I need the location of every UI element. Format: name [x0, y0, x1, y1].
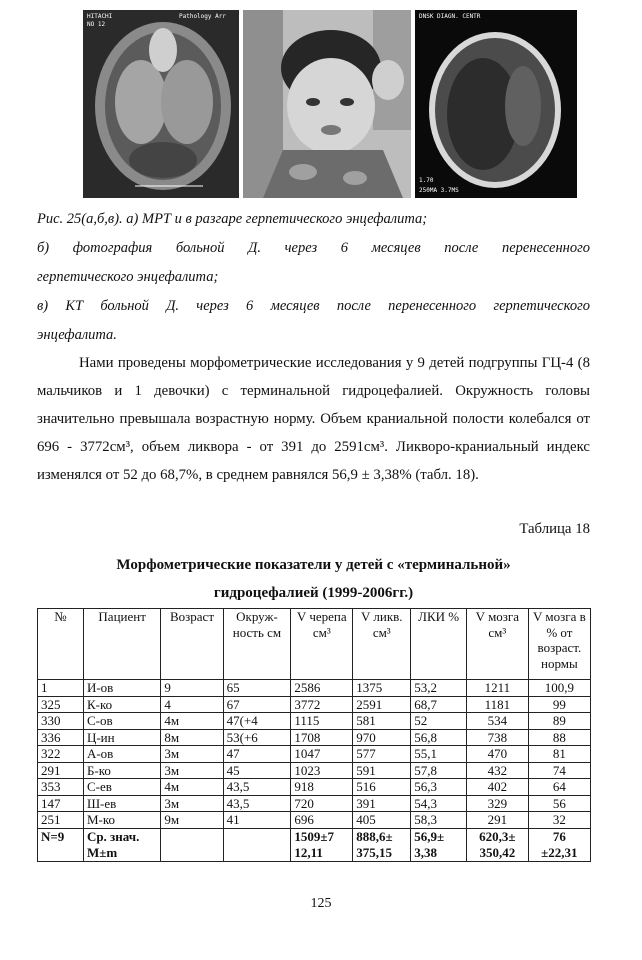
- table-cell: 147: [38, 795, 84, 812]
- table-cell: 1023: [291, 762, 353, 779]
- table-header-cell: Окруж-ность см: [223, 609, 291, 680]
- table-title: [37, 551, 590, 607]
- table-cell: 918: [291, 779, 353, 796]
- table-cell: С-ов: [83, 713, 160, 730]
- table-cell: 1375: [353, 680, 411, 697]
- figure-caption-line: б) фотография больной Д. через 6 месяцев после перенесенного: [37, 240, 590, 256]
- summary-cell-line: 3,38: [414, 844, 438, 860]
- summary-cell-line: Ср. знач.: [86, 828, 140, 844]
- table-cell: 336: [38, 729, 84, 746]
- summary-cell: [291, 828, 353, 861]
- table-cell: 47(+4: [223, 713, 291, 730]
- table-cell: К-ко: [83, 696, 160, 713]
- figure-strip: [83, 10, 577, 198]
- summary-cell-line: М±m: [86, 844, 118, 860]
- table-header-cell: Пациент: [83, 609, 160, 680]
- table-cell: 56: [528, 795, 590, 812]
- body-paragraph: [37, 349, 590, 489]
- table-cell: 322: [38, 746, 84, 763]
- ct-overlay-text: 250MA 3.7MS: [419, 187, 459, 194]
- table-header-cell: V мозга в % от возраст. нормы: [528, 609, 590, 680]
- table-cell: 68,7: [411, 696, 467, 713]
- table-body: [38, 680, 591, 862]
- table-cell: 3772: [291, 696, 353, 713]
- morphometry-table: [37, 608, 591, 862]
- table-cell: Ц-ин: [83, 729, 160, 746]
- table-cell: 720: [291, 795, 353, 812]
- table-cell: 88: [528, 729, 590, 746]
- table-title-line: Морфометрические показатели у детей с «терминальной»: [116, 557, 511, 573]
- table-cell: 2586: [291, 680, 353, 697]
- summary-cell-line: 350,42: [479, 844, 516, 860]
- figure-caption-line: герпетического энцефалита;: [37, 269, 219, 285]
- summary-cell: [466, 828, 528, 861]
- table-cell: 74: [528, 762, 590, 779]
- table-cell: 45: [223, 762, 291, 779]
- table-cell: 55,1: [411, 746, 467, 763]
- table-cell: М-ко: [83, 812, 160, 829]
- table-row: [38, 746, 591, 763]
- table-cell: 47: [223, 746, 291, 763]
- table-row: [38, 680, 591, 697]
- table-cell: 9: [161, 680, 223, 697]
- summary-cell: [353, 828, 411, 861]
- table-cell: 54,3: [411, 795, 467, 812]
- ct-overlay-text: DNSK DIAGN. CENTR: [419, 13, 481, 20]
- summary-cell-line: 56,9±: [414, 828, 445, 844]
- table-cell: 3м: [161, 795, 223, 812]
- table-cell: 8м: [161, 729, 223, 746]
- table-row: [38, 795, 591, 812]
- table-cell: Ш-ев: [83, 795, 160, 812]
- table-title-line: гидроцефалией (1999-2006гг.): [213, 585, 414, 601]
- table-cell: 1708: [291, 729, 353, 746]
- table-label: Таблица 18: [519, 521, 590, 537]
- table-cell: 577: [353, 746, 411, 763]
- table-cell: 53,2: [411, 680, 467, 697]
- table-row: [38, 713, 591, 730]
- table-cell: А-ов: [83, 746, 160, 763]
- table-cell: 53(+6: [223, 729, 291, 746]
- summary-cell: [161, 828, 223, 861]
- table-cell: 52: [411, 713, 467, 730]
- table-header-cell: V мозга см³: [466, 609, 528, 680]
- table-cell: 696: [291, 812, 353, 829]
- table-cell: 329: [466, 795, 528, 812]
- summary-cell-line: N=9: [41, 828, 65, 844]
- summary-cell: [223, 828, 291, 861]
- table-cell: 291: [38, 762, 84, 779]
- table-cell: 43,5: [223, 795, 291, 812]
- ct-overlay-text: 1.70: [419, 177, 434, 184]
- table-cell: 81: [528, 746, 590, 763]
- table-cell: 58,3: [411, 812, 467, 829]
- table-cell: 516: [353, 779, 411, 796]
- table-cell: 738: [466, 729, 528, 746]
- table-row: [38, 762, 591, 779]
- table-cell: 43,5: [223, 779, 291, 796]
- table-cell: 4м: [161, 779, 223, 796]
- summary-cell: [83, 828, 160, 861]
- table-cell: 1211: [466, 680, 528, 697]
- table-cell: 330: [38, 713, 84, 730]
- table-cell: 9м: [161, 812, 223, 829]
- summary-cell-line: 620,3±: [479, 828, 516, 844]
- table-cell: 41: [223, 812, 291, 829]
- figure-caption-line: энцефалита.: [37, 327, 117, 343]
- summary-cell: [38, 828, 84, 861]
- table-cell: 2591: [353, 696, 411, 713]
- table-row: [38, 696, 591, 713]
- table-cell: 100,9: [528, 680, 590, 697]
- table-cell: 402: [466, 779, 528, 796]
- mri-overlay-text: HITACHI: [87, 13, 113, 20]
- table-cell: 353: [38, 779, 84, 796]
- table-row: [38, 779, 591, 796]
- table-cell: 970: [353, 729, 411, 746]
- table-cell: 432: [466, 762, 528, 779]
- table-cell: 4м: [161, 713, 223, 730]
- table-cell: Б-ко: [83, 762, 160, 779]
- table-cell: 56,8: [411, 729, 467, 746]
- page-number: 125: [310, 896, 332, 911]
- table-header-cell: V черепа см³: [291, 609, 353, 680]
- ct-image: [415, 10, 577, 198]
- summary-cell-line: 375,15: [356, 844, 393, 860]
- table-cell: И-ов: [83, 680, 160, 697]
- summary-cell-line: 76: [552, 828, 566, 844]
- table-cell: 251: [38, 812, 84, 829]
- table-header-cell: №: [38, 609, 84, 680]
- table-cell: 64: [528, 779, 590, 796]
- summary-cell: [411, 828, 467, 861]
- table-cell: 89: [528, 713, 590, 730]
- table-cell: 291: [466, 812, 528, 829]
- mri-overlay-text: NO 12: [87, 21, 106, 28]
- summary-cell-line: ±22,31: [541, 844, 578, 860]
- table-cell: 3м: [161, 762, 223, 779]
- table-cell: 470: [466, 746, 528, 763]
- table-cell: 1115: [291, 713, 353, 730]
- figure-caption-line: Рис. 25(а,б,в). а) МРТ и в разгаре герпетического энцефалита;: [37, 211, 428, 227]
- table-cell: 1181: [466, 696, 528, 713]
- table-cell: 65: [223, 680, 291, 697]
- table-cell: 405: [353, 812, 411, 829]
- table-cell: 325: [38, 696, 84, 713]
- table-cell: 534: [466, 713, 528, 730]
- table-header-cell: V ликв. см³: [353, 609, 411, 680]
- table-header-cell: ЛКИ %: [411, 609, 467, 680]
- summary-cell: [528, 828, 590, 861]
- table-header-cell: Возраст: [161, 609, 223, 680]
- summary-cell-line: 888,6±: [356, 828, 393, 844]
- table-cell: 1047: [291, 746, 353, 763]
- summary-cell-line: 1509±7: [294, 828, 334, 844]
- table-cell: 391: [353, 795, 411, 812]
- table-cell: 581: [353, 713, 411, 730]
- body-paragraph-text: Нами проведены морфометрические исследования у 9 детей подгруппы ГЦ-4 (8 мальчиков и 1 девочки) с терминальной гидроцефалией. Окружность головы значительно превышала возрастную норму. Объем краниальной полости колебался от 696 - 3772см³, объем ликвора - от 391 до 2591см³. Ликворо-краниальный индекс изменялся от 52 до 68,7%, в среднем равнялся 56,9 ± 3,38% (табл. 18).: [37, 355, 590, 483]
- table-row: [38, 729, 591, 746]
- summary-cell-line: 12,11: [294, 844, 323, 860]
- table-summary-row: [38, 828, 591, 861]
- mri-image: [83, 10, 239, 198]
- table-cell: 3м: [161, 746, 223, 763]
- table-cell: 1: [38, 680, 84, 697]
- table-cell: 99: [528, 696, 590, 713]
- table-cell: 4: [161, 696, 223, 713]
- table-cell: 591: [353, 762, 411, 779]
- child-photo: [243, 10, 411, 198]
- table-cell: С-ев: [83, 779, 160, 796]
- mri-overlay-text: Pathology Arr: [179, 13, 226, 20]
- figure-caption-line: в) КТ больной Д. через 6 месяцев после перенесенного герпетического: [37, 298, 590, 314]
- table-cell: 67: [223, 696, 291, 713]
- table-cell: 57,8: [411, 762, 467, 779]
- table-cell: 32: [528, 812, 590, 829]
- table-row: [38, 812, 591, 829]
- table-cell: 56,3: [411, 779, 467, 796]
- table-header-row: [38, 609, 591, 680]
